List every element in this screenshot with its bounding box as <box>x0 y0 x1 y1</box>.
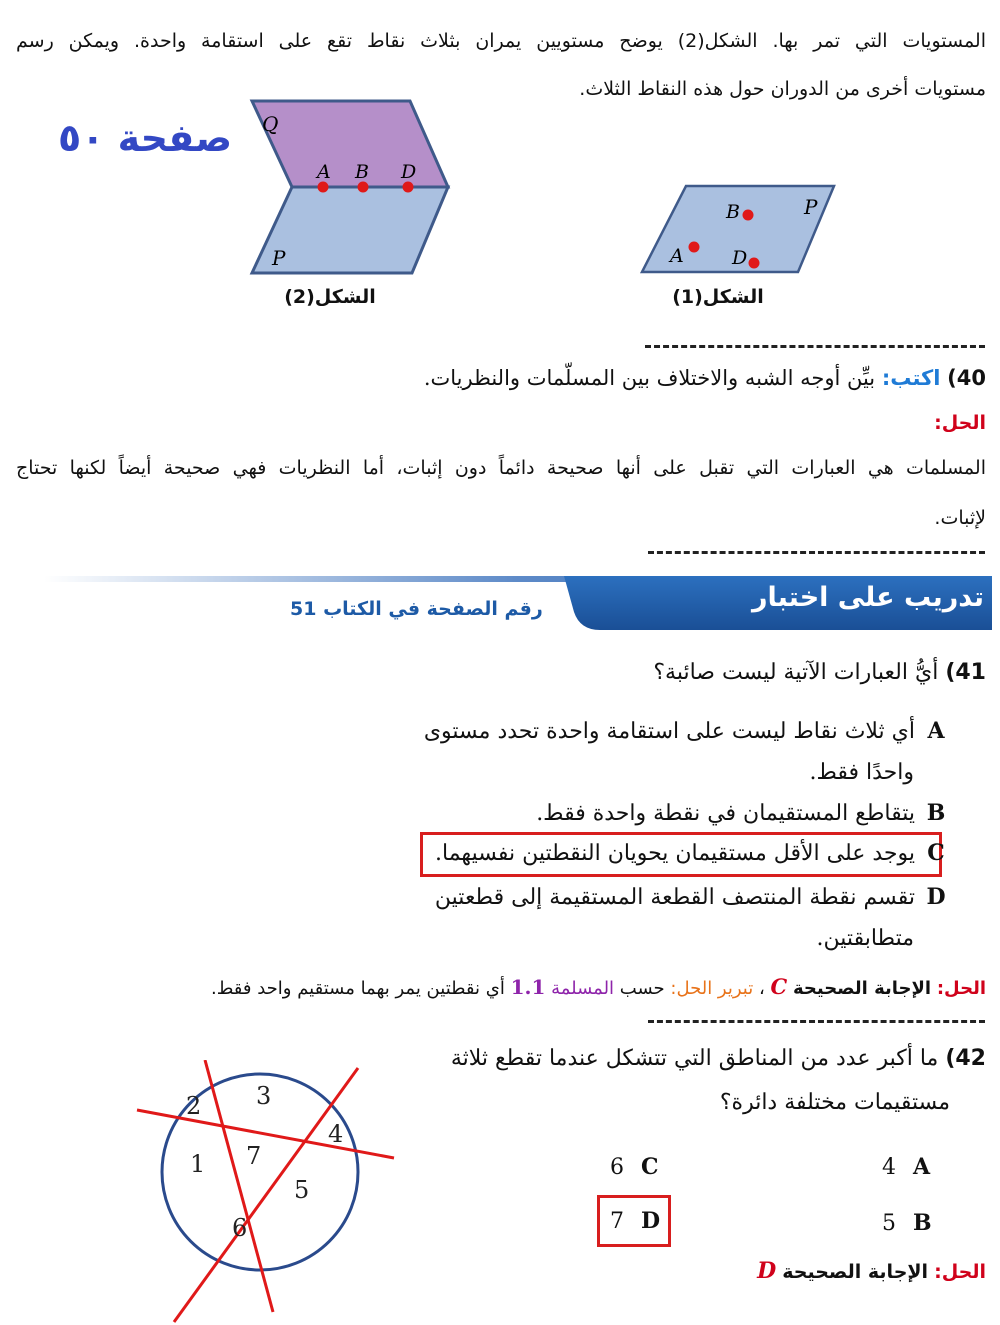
choice-value: 7 <box>610 1209 624 1234</box>
choice-letter: C <box>641 1154 659 1180</box>
region-label-3: 3 <box>256 1082 272 1110</box>
region-label-7: 7 <box>246 1142 262 1170</box>
page-stamp: صفحة ٥٠ <box>58 116 233 160</box>
fig1-plane-label: P <box>804 195 818 219</box>
fig1-point-d <box>749 258 760 269</box>
plane-q-label: Q <box>262 112 279 136</box>
line-1 <box>137 1110 394 1158</box>
circle-regions-diagram <box>130 1060 400 1325</box>
option-text: أي ثلاث نقاط ليست على استقامة واحدة تحدد مستوى <box>423 719 915 744</box>
intro-line-2: مستويات أخرى من الدوران حول هذه النقاط الثلاث. <box>579 78 986 100</box>
q42-correct-letter: D <box>757 1258 777 1284</box>
region-label-6: 6 <box>232 1214 248 1242</box>
fig1-point-a-label: A <box>670 245 684 267</box>
q41-number: 41) <box>945 660 986 685</box>
q42-choice-a <box>882 1154 930 1180</box>
point-b-label: B <box>355 161 369 183</box>
divider-3 <box>648 1020 985 1023</box>
choice-value: 5 <box>882 1211 896 1236</box>
q41-option-c <box>435 840 950 866</box>
q41-correct-letter: C <box>770 974 788 999</box>
q41-justification-label: تبرير الحل: <box>670 978 754 999</box>
q40-tag: اكتب: <box>881 366 941 390</box>
q40-text: بيِّن أوجه الشبه والاختلاف بين المسلّمات والنظريات. <box>423 366 876 390</box>
q40-answer-line-1: المسلمات هي العبارات التي تقبل على أنها صحيحة دائماً دون إثبات، أما النظريات فهي صحيحة أيضاً لكنها تحتاج <box>16 457 986 479</box>
figure-1-diagram <box>638 182 838 278</box>
q41-according: حسب <box>619 978 665 999</box>
banner-title: تدريب على اختبار <box>751 582 984 613</box>
q41-option-a <box>424 718 950 744</box>
q40-line <box>26 366 986 390</box>
option-text: تقسم نقطة المنتصف القطعة المستقيمة إلى قطعتين <box>434 885 915 910</box>
q40-solution-label: الحل: <box>934 412 986 434</box>
q41-postulate-text: أي نقطتين يمر بهما مستقيم واحد فقط. <box>210 978 505 999</box>
point-a <box>318 182 329 193</box>
region-label-2: 2 <box>186 1092 202 1120</box>
q41-option-a-cont: واحدًا فقط. <box>809 760 914 785</box>
intro-line-1: المستويات التي تمر بها. الشكل(2) يوضح مستويين يمران بثلاث نقاط تقع على استقامة واحدة. ويمكن رسم <box>16 30 986 52</box>
option-letter: D <box>926 884 946 910</box>
q41-postulate-label: المسلمة <box>551 978 615 999</box>
q40-answer-line-2: لإثبات. <box>934 507 986 529</box>
q40-number: 40) <box>947 366 986 390</box>
plane-p-label: P <box>272 246 286 270</box>
q41-option-d-cont: متطابقتين. <box>816 926 914 951</box>
choice-letter: A <box>913 1154 931 1180</box>
q41-correct-label: الإجابة الصحيحة <box>792 978 932 999</box>
q41-solution-label: الحل: <box>936 978 986 999</box>
q42-question-line-2: مستقيمات مختلفة دائرة؟ <box>719 1090 950 1115</box>
q42-choice-b <box>882 1210 932 1236</box>
figure-2-diagram <box>240 95 455 280</box>
q42-question-line-1 <box>451 1046 986 1071</box>
q42-solution-label: الحل: <box>934 1261 986 1283</box>
q41-separator: ، <box>758 978 765 999</box>
fig1-point-d-label: D <box>732 247 748 269</box>
banner-page-ref: رقم الصفحة في الكتاب 51 <box>290 598 543 620</box>
q42-correct-label: الإجابة الصحيحة <box>782 1261 929 1283</box>
choice-value: 4 <box>882 1155 896 1180</box>
region-label-4: 4 <box>328 1120 344 1148</box>
point-d <box>403 182 414 193</box>
option-letter: C <box>927 840 945 866</box>
q41-option-b <box>536 800 950 826</box>
option-letter: A <box>927 718 945 744</box>
q41-question-line <box>653 660 986 685</box>
divider-2 <box>648 551 985 554</box>
q42-choice-c <box>610 1154 659 1180</box>
q41-postulate-number: 1.1 <box>510 975 546 999</box>
q41-option-d <box>435 884 950 910</box>
plane-q <box>252 101 448 187</box>
q41-question: أيُّ العبارات الآتية ليست صائبة؟ <box>653 660 939 685</box>
region-label-5: 5 <box>294 1176 310 1204</box>
figure-2-caption: الشكل(2) <box>284 286 376 308</box>
q42-number: 42) <box>945 1046 986 1071</box>
point-b <box>358 182 369 193</box>
fig1-point-a <box>689 242 700 253</box>
point-a-label: A <box>317 161 331 183</box>
q42-solution <box>757 1258 986 1284</box>
q42-choice-d <box>610 1208 660 1234</box>
q42-question-line1: ما أكبر عدد من المناطق التي تتشكل عندما تقطع ثلاثة <box>450 1046 939 1071</box>
fig1-point-b-label: B <box>726 201 740 223</box>
region-label-1: 1 <box>190 1150 206 1178</box>
figure-1-caption: الشكل(1) <box>672 286 764 308</box>
choice-letter: B <box>913 1210 932 1236</box>
choice-value: 6 <box>610 1155 624 1180</box>
choice-letter: D <box>641 1208 661 1234</box>
option-text: يتقاطع المستقيمان في نقطة واحدة فقط. <box>536 801 915 826</box>
option-text: يوجد على الأقل مستقيمان يحويان النقطتين نفسيهما. <box>435 841 915 866</box>
option-letter: B <box>926 800 946 826</box>
point-d-label: D <box>401 161 417 183</box>
q41-solution <box>6 974 986 999</box>
divider-1 <box>645 345 985 348</box>
fig1-point-b <box>743 210 754 221</box>
